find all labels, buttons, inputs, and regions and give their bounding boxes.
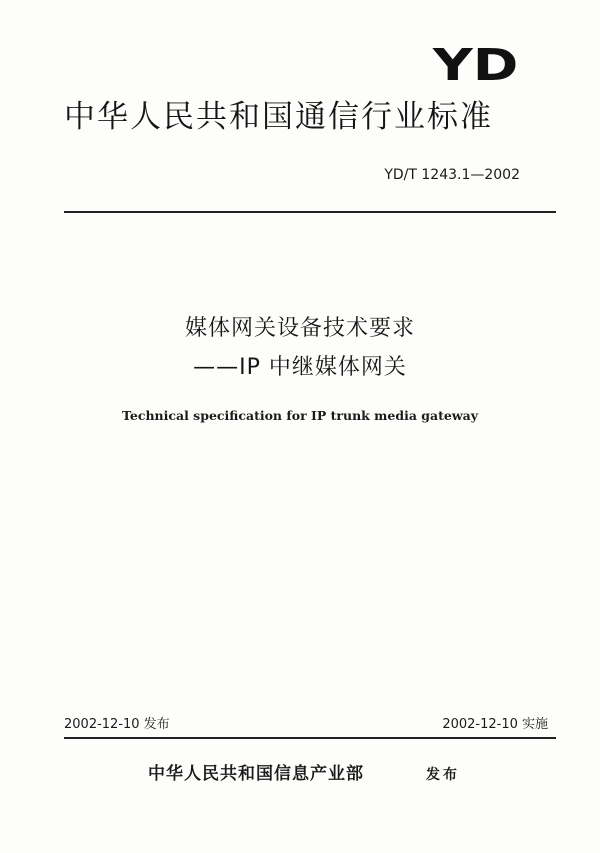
implementation-date: 2002-12-10 实施 — [442, 717, 548, 732]
top-divider — [64, 211, 556, 213]
issuing-authority: 中华人民共和国信息产业部 — [148, 764, 364, 784]
document-subtitle: ——IP 中继媒体网关 — [193, 355, 407, 380]
bottom-divider — [64, 737, 556, 739]
document-title: 媒体网关设备技术要求 — [184, 316, 415, 341]
yd-logo: YD — [432, 40, 518, 91]
standard-category-heading: 中华人民共和国通信行业标准 — [64, 99, 493, 135]
document-title-english: Technical specification for IP trunk media gateway — [122, 408, 478, 423]
standard-number: YD/T 1243.1—2002 — [384, 167, 520, 183]
issuing-action: 发布 — [426, 767, 460, 783]
issue-date: 2002-12-10 发布 — [64, 717, 170, 732]
